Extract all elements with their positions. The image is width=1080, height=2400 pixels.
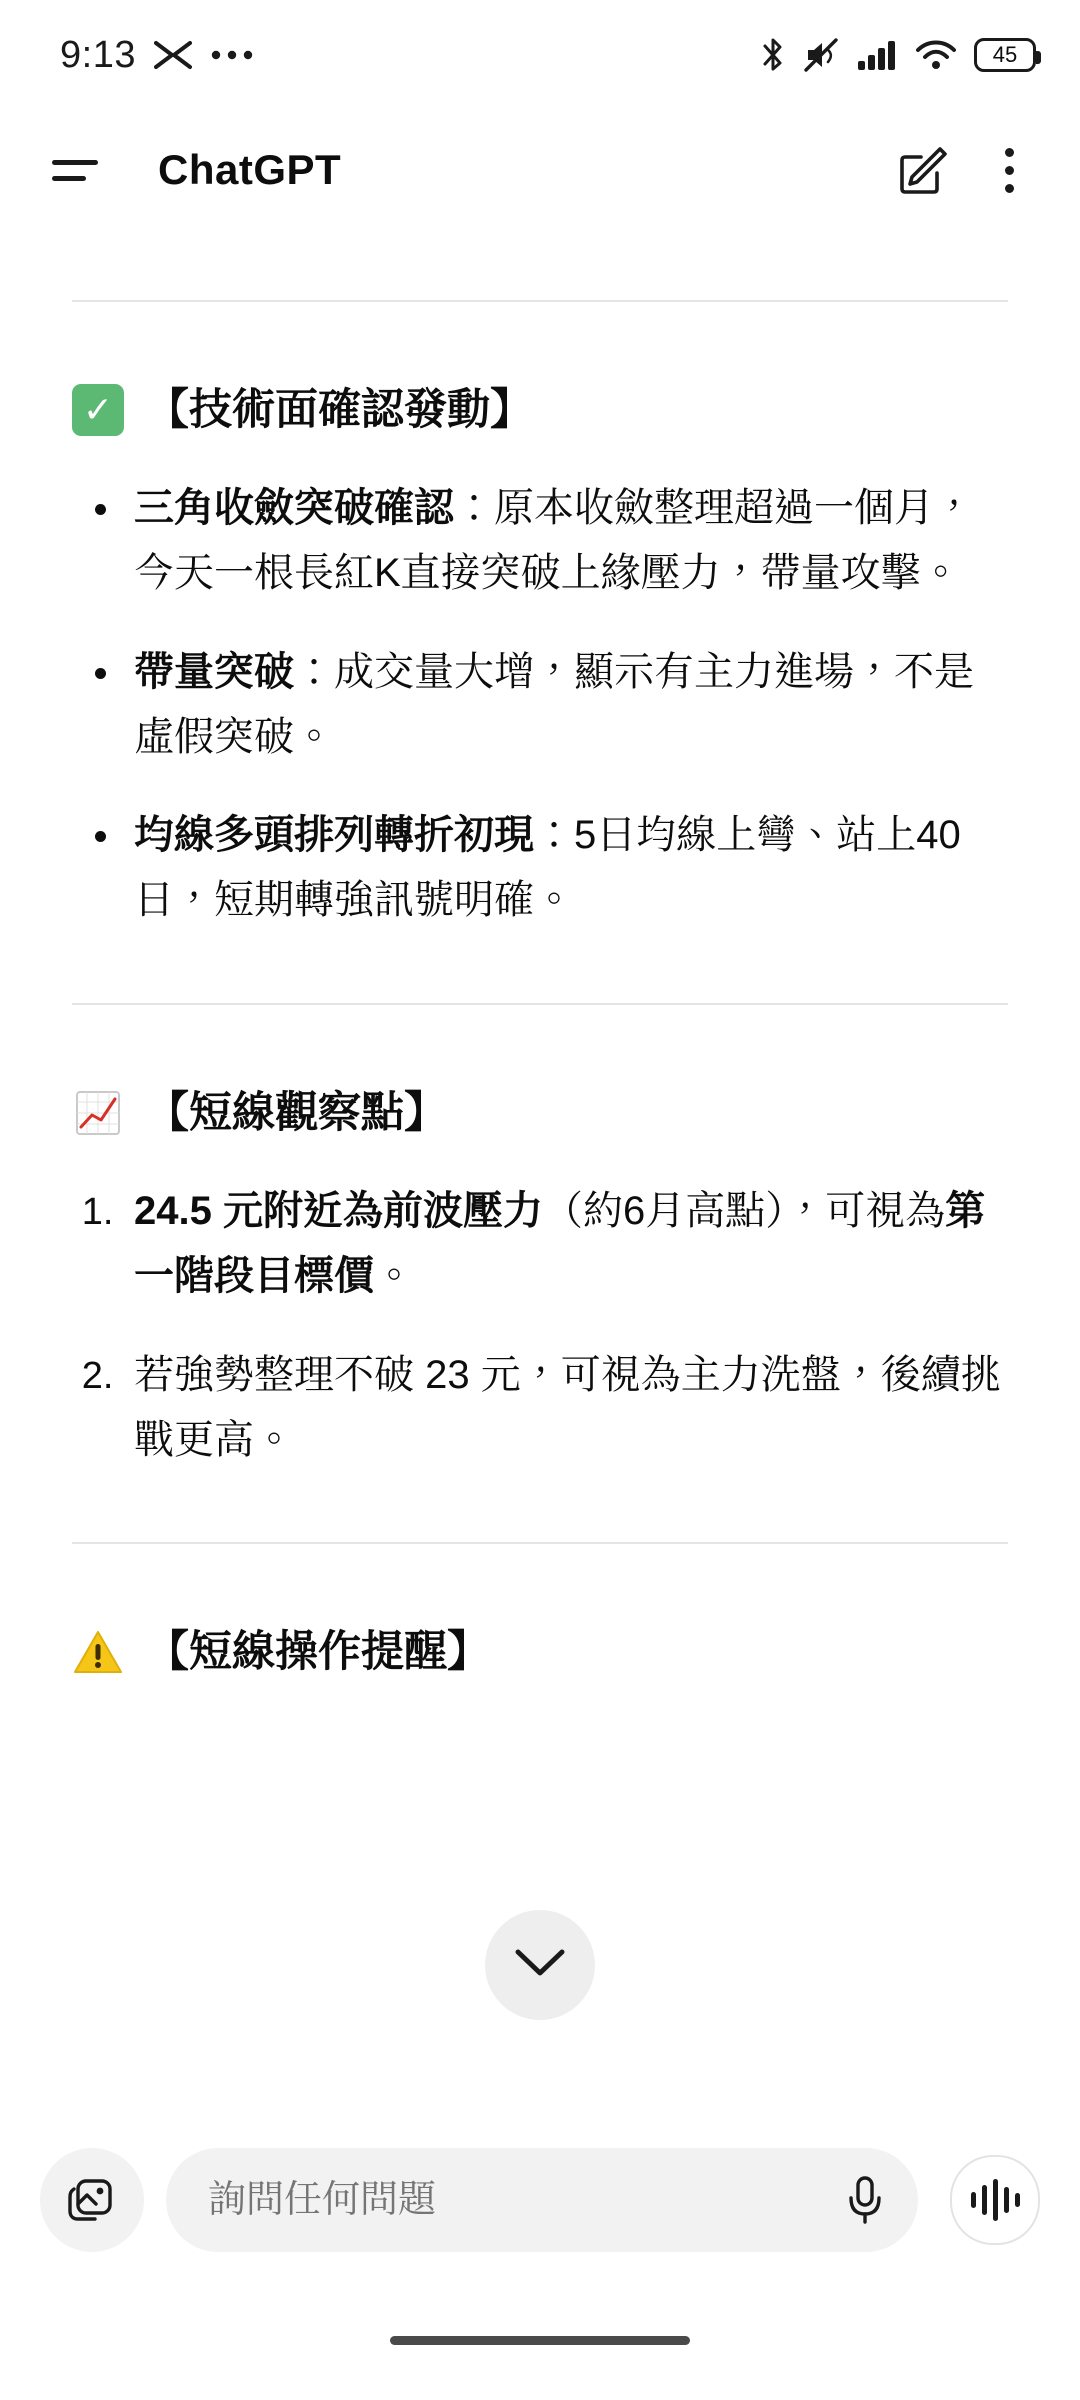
- list-item-rest: ：成交量大增，顯示有主力進場，不是虛假突破。: [134, 649, 974, 759]
- white-check-mark-icon: ✓: [72, 384, 124, 436]
- list-item: [124, 1179, 1008, 1309]
- status-time: 9:13: [60, 33, 136, 76]
- message-section-technical: [0, 380, 1080, 933]
- list-item-rest-2: 。: [374, 1253, 414, 1298]
- message-input-container[interactable]: [166, 2148, 918, 2252]
- observation-numbered-list: [72, 1179, 1008, 1472]
- mute-icon: [802, 37, 840, 73]
- section-heading-text: 【技術面確認發動】: [146, 386, 533, 434]
- section-divider: [72, 1542, 1008, 1544]
- hamburger-menu-icon[interactable]: [52, 160, 108, 181]
- voice-waveform: [968, 2179, 1023, 2221]
- section-divider: [72, 300, 1008, 302]
- section-heading-technical: [72, 380, 1008, 440]
- home-gesture-pill[interactable]: [390, 2336, 690, 2345]
- scroll-to-bottom-button[interactable]: [485, 1910, 595, 2020]
- status-bar-right: [760, 36, 1036, 74]
- voice-mode-icon[interactable]: [950, 2155, 1040, 2245]
- message-section-trading-reminder: [0, 1622, 1080, 1682]
- list-item: [124, 476, 1008, 606]
- section-heading-reminder: [72, 1622, 1008, 1682]
- new-chat-compose-icon[interactable]: [896, 143, 950, 197]
- message-input[interactable]: [206, 2178, 842, 2223]
- cellular-signal-icon: [856, 39, 898, 71]
- list-item-lead-2: 第一階段目標價: [134, 1189, 986, 1298]
- page-title: ChatGPT: [158, 146, 342, 193]
- list-item-lead: 均線多頭排列轉折初現: [134, 813, 534, 858]
- bluetooth-icon: [760, 36, 786, 74]
- app-bar: [0, 110, 1080, 230]
- section-heading-text: 【短線觀察點】: [146, 1088, 447, 1137]
- image-attachment-icon[interactable]: [40, 2148, 144, 2252]
- chevron-down-icon: [513, 1946, 567, 1985]
- list-item: [124, 640, 1008, 770]
- technical-bullet-list: [72, 476, 1008, 933]
- status-bar-left: [60, 34, 254, 77]
- list-item-lead: 帶量突破: [134, 649, 294, 694]
- system-navigation-bar: [0, 2280, 1080, 2400]
- message-section-shortterm-observation: [0, 1083, 1080, 1472]
- status-bar: [0, 0, 1080, 110]
- conversation-scroll-area[interactable]: [0, 230, 1080, 2090]
- battery-level-text: 45: [992, 42, 1018, 67]
- list-item-lead: 24.5 元附近為前波壓力: [134, 1189, 543, 1234]
- chart-increasing-icon: [72, 1087, 124, 1139]
- composer-bar: [0, 2120, 1080, 2280]
- wifi-icon: [914, 38, 958, 72]
- section-heading-text: 【短線操作提醒】: [146, 1628, 490, 1677]
- list-item-lead: 三角收斂突破確認: [134, 486, 454, 531]
- microphone-icon[interactable]: [842, 2173, 888, 2227]
- list-item-rest: 若強勢整理不破 23 元，可視為主力洗盤，後續挑戰更高。: [134, 1352, 1001, 1462]
- battery-indicator: [974, 38, 1036, 72]
- section-divider: [72, 1003, 1008, 1005]
- list-item: [124, 1343, 1008, 1473]
- section-heading-observation: [72, 1083, 1008, 1143]
- list-item: [124, 803, 1008, 933]
- more-dots-icon: [210, 48, 254, 62]
- warning-icon: [72, 1626, 124, 1678]
- list-item-rest: （約6月高點），可視為: [542, 1189, 946, 1234]
- list-item-rest: ：5日均線上彎、站上40日，短期轉強訊號明確。: [134, 813, 961, 923]
- kebab-menu-icon[interactable]: [984, 142, 1034, 198]
- list-item-rest: ：原本收斂整理超過一個月，今天一根長紅K直接突破上緣壓力，帶量攻擊。: [134, 486, 974, 595]
- app-logo-icon: [154, 40, 192, 70]
